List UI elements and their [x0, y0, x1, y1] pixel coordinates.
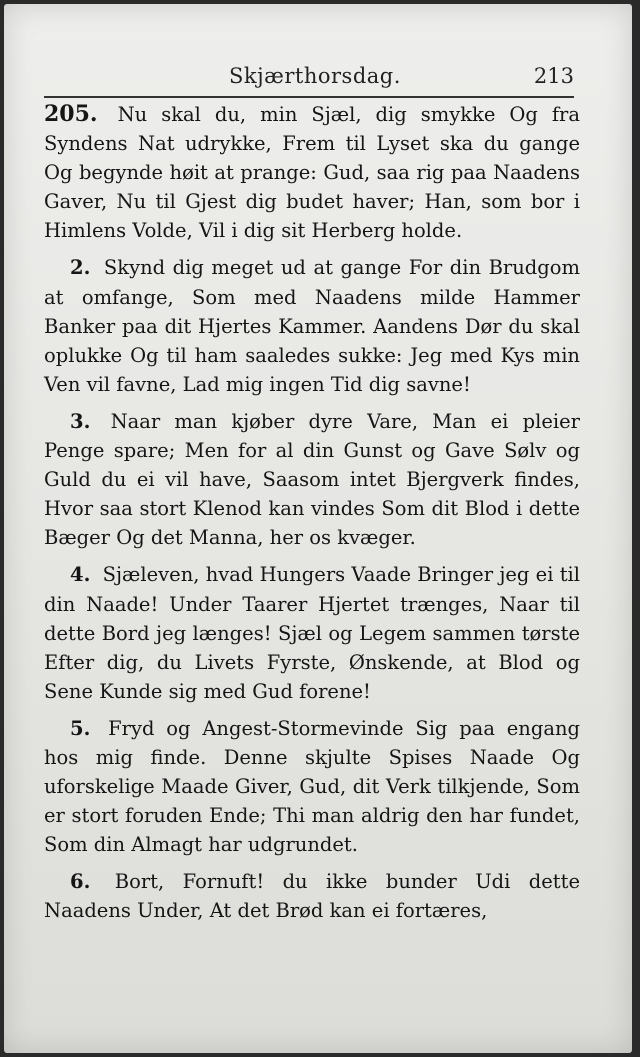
page-number: 213 — [533, 64, 574, 88]
verse-1 — [44, 100, 580, 245]
book-page — [4, 4, 632, 1053]
running-title: Skjærthorsdag. — [229, 64, 401, 88]
hymn-number: 205. — [44, 101, 98, 127]
hymn-205 — [44, 100, 580, 934]
verse-2 — [44, 253, 580, 398]
verse-4 — [44, 560, 580, 705]
verse-text: Skynd dig meget ud at gange For din Brudgom at omfange, Som med Naadens milde Hammer Banker paa dit Hjertes Kammer. Aandens Dør du skal oplukke Og til ham saaledes sukke: Jeg med Kys min Ven vil favne, Lad mig ingen Tid dig savne! — [44, 256, 580, 396]
page-header — [44, 62, 574, 98]
verse-number: 6. — [70, 870, 91, 894]
verse-number: 4. — [70, 563, 91, 587]
verse-text: Bort, Fornuft! du ikke bunder Udi dette Naadens Under, At det Brød kan ei fortæres, — [44, 870, 580, 923]
verse-number: 3. — [70, 409, 91, 433]
verse-text: Sjæleven, hvad Hungers Vaade Bringer jeg ei til din Naade! Under Taarer Hjertet trænges, Naar til dette Bord jeg længes! Sjæl og Legem sammen tørste Efter dig, du Livets Fyrste, Ønskende, at Blod og Sene Kunde sig med Gud forene! — [44, 563, 581, 703]
verse-text: Naar man kjøber dyre Vare, Man ei pleier Penge spare; Men for al din Gunst og Gave Sølv og Guld du ei vil have, Saasom intet Bjergverk findes, Hvor saa stort Klenod kan vindes Som dit Blod i dette Bæger Og det Manna, her os kvæger. — [44, 409, 580, 550]
verse-text: Fryd og Angest-Stormevinde Sig paa engang hos mig finde. Denne skjulte Spises Naade Og uforskelige Maade Giver, Gud, dit Verk tilkjende, Som er stort foruden Ende; Thi man aldrig den har fundet, Som din Almagt har udgrundet. — [44, 716, 580, 857]
verse-5 — [44, 714, 580, 859]
verse-3 — [44, 407, 580, 552]
verse-6 — [44, 867, 580, 925]
verse-text: Nu skal du, min Sjæl, dig smykke Og fra Syndens Nat udrykke, Frem til Lyset ska du gange Og begynde høit at prange: Gud, saa rig paa Naadens Gaver, Nu til Gjest dig budet haver; Han, som bor i Himlens Volde, Vil i dig sit Herberg holde. — [44, 103, 580, 243]
verse-number: 5. — [70, 716, 91, 740]
verse-number: 2. — [70, 256, 91, 280]
